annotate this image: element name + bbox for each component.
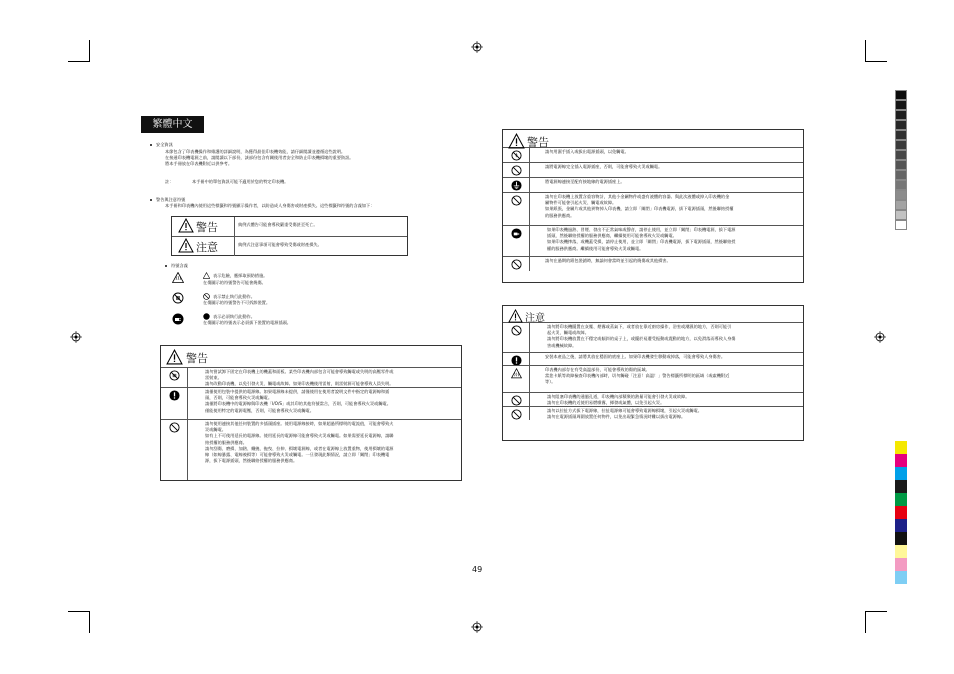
crop-mark (865, 61, 887, 62)
row-text-line: 請勿用濕手插入或拔出電源插頭，以免觸電。 (545, 149, 629, 154)
crop-mark (68, 611, 90, 612)
table-row (503, 352, 803, 365)
table-row (503, 392, 803, 406)
row-text-line: 權的服務供應商。繼續使用可能會導致火災或觸電。 (547, 245, 644, 251)
no-wet-hands-icon (511, 150, 522, 161)
table-row (503, 225, 803, 256)
row-text-line: 屬物件可能會引起火災、觸電或故障。 (545, 200, 617, 206)
row-text-line: 安裝本產品之後，請將其放在穩固的底座上。如果印表機發生移動或掉落，可能會導致人身傷害。 (545, 354, 726, 359)
color-swatch (895, 493, 907, 506)
hot-surface-warning-icon (172, 272, 184, 283)
caution-triangle-icon (508, 309, 523, 323)
legend-line: 在傷圖示的符號表示必須拔下裝置的電源插頭。 (203, 320, 291, 325)
color-swatch (895, 190, 907, 200)
crop-mark (68, 61, 90, 62)
row-text-line: 請勿使用連接其他任何裝置的多插頭插座。使用電源線接時，如果超過所標明的電流值，可能會導致火 (205, 421, 394, 426)
row-text-line: 插頭，然後聯絡授權的服務供應商，繼續使用可能會導致火災或觸電。 (547, 233, 677, 239)
mandatory-action-icon (203, 313, 210, 320)
color-swatch (895, 558, 907, 571)
warning-label: 警告 (196, 221, 218, 234)
row-text-line: 請勿刮傷、磨損、加熱、纏繞、拖曳、拉伸、損壞電源線，或者在電源線上放置重物，使用損壞的電源 (205, 445, 394, 451)
legend-line: 表示危險，應採取預防措施。 (213, 273, 268, 278)
table-row (503, 256, 803, 271)
row-text-line: 請將電源線完全插入電源插座，否則，可能會導致火災或觸電。 (545, 164, 663, 169)
ground-icon (511, 180, 522, 191)
hot-surface-warning-icon (511, 368, 522, 379)
row-text-line: 如果印表機摔落，或機蓋受損，請停止使用，並立即「關閉」印表機電源，拔下電源插頭，然後聯絡授 (547, 239, 736, 245)
row-text-line: 請勿在印表機上放置含重容物計，其他小金屬物件或盛有液體的容器。與此次液體或掉入印表機的金 (545, 194, 730, 199)
color-swatch (895, 160, 907, 170)
crop-mark (865, 40, 866, 62)
row-text-line: 請勿改動印表機，以免引發火災、觸電或故障。如果印表機使用雷射，則雷射源可能會導致人員失明。 (205, 381, 394, 387)
note-label: 註： (165, 179, 174, 184)
registration-mark-icon (70, 331, 82, 343)
row-text-line: 等）。 (545, 379, 556, 385)
table-row (161, 387, 461, 419)
no-disassemble-icon (172, 292, 184, 304)
caution-label: 注意 (196, 241, 218, 254)
color-swatch (895, 506, 907, 519)
crop-mark (865, 611, 866, 633)
row-text-line: 請僅使用包裝中提供的電源線。如果電源線未提供，請僅使用在使用者說明文件中指定的電源線和插 (205, 389, 390, 394)
legend-line: 在傷圖示的符號警告不可拆卸裝置。 (203, 300, 271, 305)
row-text-line: 請勿在過期的紙包裝錯時，無論何會當時並引起的燒傷或其他損害。 (545, 258, 671, 263)
row-text-line: 請勿在印表機的近使用易燃噴霧，揮發或氣體，以免引起火災。 (547, 400, 665, 406)
row-text-line: 如有上不可使用延長的電源線。使用延長的電源線可能會導致火災或觸電。如果需要延長電源線，請聯 (205, 433, 394, 439)
prohibited-icon (511, 165, 522, 176)
table-row (503, 322, 803, 352)
registration-mark-icon (874, 331, 886, 343)
table-row (503, 365, 803, 392)
table-row (503, 406, 803, 420)
unplug-icon (511, 228, 522, 239)
warning-triangle-icon (178, 218, 194, 233)
row-text-line: 的服務供應商。 (545, 212, 575, 218)
prohibited-icon (169, 422, 180, 433)
row-text-line: 印表機內部存在有受高溫部份，可能會導致的傷的區域。 (545, 367, 650, 372)
color-swatch (895, 140, 907, 150)
row-text-line: 將電源線連接至配有接地線的電源插座上。 (545, 179, 625, 184)
right-warning-table (502, 129, 804, 283)
symbols-para: 本手冊和印表機內使用這些標籤和符號顯示操作者，以防造成人身傷害或財產損失。這些標籤和符號的含義如下： (165, 203, 375, 208)
no-disassemble-icon (169, 370, 180, 381)
caution-triangle-icon (178, 238, 194, 253)
prohibited-icon (511, 409, 522, 420)
color-swatch (895, 467, 907, 480)
table-row (161, 367, 461, 387)
color-swatch (895, 200, 907, 210)
unplug-icon (172, 313, 184, 325)
row-text-line: 請勿阻塞印表機的通風孔道，印表機內部積聚的熱量可能會引發火災或故障。 (547, 394, 690, 399)
row-text-line: 請勿在電源插頭周圍放置任何物件，以免出現緊急情況時難以拔出電源線。 (547, 414, 686, 420)
right-warning-title: 警告 (527, 136, 549, 149)
row-text-line: 請勿以拉扯方式拔下電源線，拉扯電源線可能會導致電源線損壞，引起火災或觸電。 (547, 408, 702, 413)
color-swatch (895, 120, 907, 130)
row-text-line: 害或機械故障。 (547, 342, 577, 348)
row-text-line: 絡授權的服務供應商。 (205, 439, 247, 445)
row-text-line: 請勿將印表機放置在不穩定或傾斜的桌子上，或擺於易遭受振動或震動的地方，以免滑落而導致人身傷 (547, 336, 736, 342)
safety-para-line: 在接通印表機電源之前，請閱讀以下部份，該部份包含有關使用者安全和防止印表機損壞的重要資訊。 (165, 155, 354, 160)
mandatory-action-icon (169, 390, 180, 401)
row-text-line: 災或觸電。 (205, 427, 226, 433)
danger-triangle-icon (203, 272, 210, 279)
prohibited-icon (511, 395, 522, 406)
table-row (503, 162, 803, 177)
color-swatch (895, 110, 907, 120)
row-text-line: 起火災、觸電或故障。 (547, 330, 589, 336)
prohibited-icon (511, 195, 522, 206)
table-row (503, 192, 803, 225)
registration-mark-icon (471, 621, 483, 633)
row-text-line: 如果印表機過熱、冒煙、發出不正常氣味或聲音，請停止使用，並立即「關閉」印表機電源，拔下電源 (547, 227, 736, 232)
left-warning-title: 警告 (186, 352, 208, 365)
symbols-heading: 警告與注意符號 (150, 197, 185, 203)
caution-desc: 典例式注意事項可能會導致受傷或財產損失。 (238, 242, 322, 247)
color-swatch (895, 90, 907, 100)
row-text-line: 僅能使用特定的電源電壓，否則，可能會導致火災或觸電。 (205, 407, 314, 413)
color-swatch (895, 130, 907, 140)
color-swatch (895, 480, 907, 493)
page-number: 49 (472, 565, 483, 574)
color-swatch (895, 454, 907, 467)
color-swatch (895, 545, 907, 558)
color-swatch (895, 571, 907, 584)
row-text-line: 請勿將印表機擺置在灰塵、煙霧或蒸氣下，或者放在靠近廚房操作，浴室或潮濕的地方，否則可能引 (547, 324, 732, 329)
color-swatch (895, 532, 907, 545)
warning-desc: 典例式體告可能會導致嚴重受傷甚至死亡。 (238, 222, 318, 227)
warning-triangle-icon (166, 349, 183, 365)
row-text-line: 線（如線暴露、電線被損等）可能會導致火災或觸電。一旦發現此類情況，請立即「關閉」印表機電 (205, 452, 390, 457)
legend-title: 符號含義 (165, 263, 188, 269)
color-swatch (895, 150, 907, 160)
legend-line: 在傷圖示的符號警告可能會燒傷。 (203, 280, 266, 285)
color-swatch (895, 210, 907, 220)
row-text-line: 雷射束。 (205, 375, 222, 381)
safety-info-heading: 安全資訊 (150, 142, 173, 148)
row-text-line: 頭，否則，可能會導致火災或觸電。 (205, 395, 273, 401)
row-text-line: 如果紙張，金屬片或其他異物掉入印表機，請立即「關閉」印表機電源，拔下電源插頭，然後聯絡授權 (545, 206, 734, 212)
warning-triangle-icon (508, 133, 525, 149)
color-swatch (895, 170, 907, 180)
row-text-line: 源，拔下電源插頭，然後聯絡授權的服務供應商。 (205, 458, 298, 464)
row-text-line: 請勿嘗試卸下固定在印表機上的機蓋和面板。某些印表機內部包含可能會導致觸電或失明的高壓零件或 (205, 369, 394, 374)
right-caution-title: 注意 (525, 313, 545, 324)
row-text-line: 當您卡紙等故障檢查印表機內部時，切勿觸碰「注意！高溫！」警告標籤所標明的區域（或索機附近 (545, 373, 730, 379)
safety-para-line: 本節包含了印表機操作和維護的詳細說明，為獲得最佳印表機效能，請仔細閱讀並遵循這些說明。 (165, 149, 346, 154)
color-swatch (895, 220, 907, 230)
color-swatch (895, 180, 907, 190)
registration-mark-icon (471, 41, 483, 53)
prohibited-icon (203, 293, 210, 300)
legend-line: 表示必須執行此動作。 (213, 314, 255, 319)
safety-para-line: 將本手冊放在印表機附近以供參考。 (165, 161, 233, 166)
legend-line: 表示禁止執行此動作。 (213, 294, 255, 299)
language-tab: 繁體中文 (141, 116, 204, 133)
crop-mark (89, 611, 90, 633)
row-text-line: 請僅將印表機中的電源線與印表機「I/O/S」或其印的其他符號當合，否則，可能會導致火災或觸電。 (205, 401, 391, 407)
prohibited-icon (511, 259, 522, 270)
table-row (503, 177, 803, 192)
prohibited-icon (511, 325, 522, 336)
note-text: 本手冊中的單包資訊可能不適用於您的特定印表機。 (192, 179, 289, 184)
crop-mark (89, 40, 90, 62)
color-swatch (895, 441, 907, 454)
color-swatch (895, 519, 907, 532)
color-swatch (895, 100, 907, 110)
table-row (161, 419, 461, 480)
right-caution-table (502, 305, 804, 441)
crop-mark (865, 611, 887, 612)
